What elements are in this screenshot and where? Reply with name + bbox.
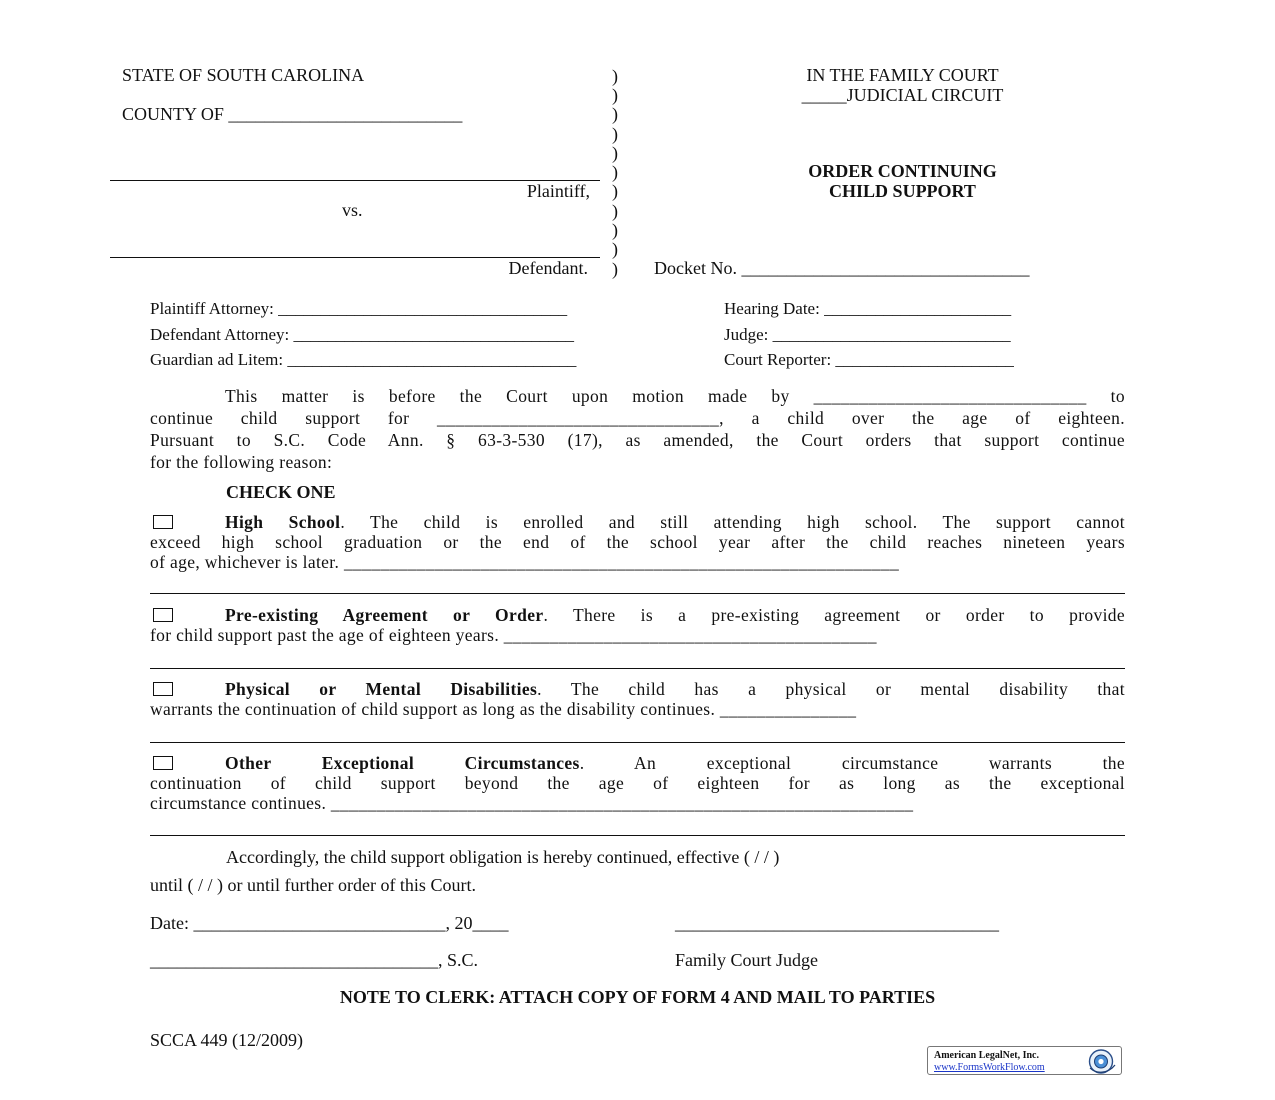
agreement-option: Pre-existing Agreement or Order. There is a pre-existing agreement or order to provide for child support past the age of eighteen years. _________________________________________ [150,605,1125,645]
date-field[interactable]: Date: ____________________________, 20____ [150,913,509,933]
logo-company: American LegalNet, Inc. [934,1050,1039,1061]
globe-icon [1084,1048,1118,1075]
forms-workflow-logo[interactable] [927,1046,1122,1075]
effective-date-field[interactable]: Accordingly, the child support obligation is hereby continued, effective ( / / ) [226,847,780,867]
defendant-attorney-field[interactable]: Defendant Attorney: _________________________________ [150,325,575,344]
disability-explanation-field[interactable]: warrants the continuation of child support as long as the disability continues. _______________ [150,699,857,719]
disability-extra-line[interactable] [150,742,1125,743]
agreement-extra-line[interactable] [150,668,1125,669]
logo-url[interactable]: www.FormsWorkFlow.com [934,1062,1045,1073]
docket-number-field[interactable]: Docket No. ________________________________ [654,258,1030,278]
court-reporter-field[interactable]: Court Reporter: _____________________ [724,350,1014,369]
high-school-explanation-field[interactable]: of age, whichever is later. _____________________________________________________________ [150,552,900,572]
hearing-date-field[interactable]: Hearing Date: ______________________ [724,299,1012,318]
vs-label: vs. [342,200,363,220]
judge-signature-line[interactable]: ____________________________________ [675,913,999,933]
agreement-explanation-field[interactable]: for child support past the age of eighteen years. _________________________________________ [150,625,877,645]
plaintiff-attorney-field[interactable]: Plaintiff Attorney: __________________________________ [150,299,568,318]
disability-title: Physical or Mental Disabilities [225,679,538,699]
intro-line-1[interactable]: This matter is before the Court upon motion made by ______________________________ to [225,386,1125,406]
defendant-label: Defendant. [508,258,588,278]
intro-line-4: for the following reason: [150,452,333,472]
high-school-extra-line[interactable] [150,593,1125,594]
intro-line-3: Pursuant to S.C. Code Ann. § 63-3-530 (17), as amended, the Court orders that support continue [150,430,1125,450]
high-school-title: High School [225,512,341,532]
place-field[interactable]: ________________________________, S.C. [150,950,479,970]
guardian-ad-litem-field[interactable]: Guardian ad Litem: __________________________________ [150,350,577,369]
county-field[interactable]: COUNTY OF __________________________ [122,104,463,124]
plaintiff-label: Plaintiff, [526,181,590,201]
order-title-line1: ORDER CONTINUING [808,161,997,181]
exceptional-title: Other Exceptional Circumstances [225,753,580,773]
disability-option: Physical or Mental Disabilities. The child has a physical or mental disability that warrants the continuation of child support as long as the disability continues. _______________ [150,679,1125,719]
agreement-title: Pre-existing Agreement or Order [225,605,544,625]
judicial-circuit-field[interactable]: _____JUDICIAL CIRCUIT [801,85,1004,105]
judge-signature-label: Family Court Judge [675,950,818,970]
until-date-field[interactable]: until ( / / ) or until further order of this Court. [150,875,476,895]
order-title-line2: CHILD SUPPORT [829,181,976,201]
judge-field[interactable]: Judge: ____________________________ [724,325,1011,344]
exceptional-explanation-field[interactable]: circumstance continues. ________________________________________________________________ [150,793,914,813]
note-to-clerk: NOTE TO CLERK: ATTACH COPY OF FORM 4 AND MAIL TO PARTIES [339,987,936,1007]
court-name: IN THE FAMILY COURT [806,65,999,85]
form-id: SCCA 449 (12/2009) [150,1030,304,1050]
high-school-option: High School. The child is enrolled and still attending high school. The support cannot exceed high school graduation or the end of the school year after the child reaches nineteen years of age, whichever is later. _____________________________________________________________ [150,512,1125,572]
exceptional-option: Other Exceptional Circumstances. An exceptional circumstance warrants the continuation of child support beyond the age of eighteen for as long as the exceptional circumstance continues. ________________________________________________________________ [150,753,1126,813]
exceptional-extra-line[interactable] [150,835,1125,836]
intro-line-2[interactable]: continue child support for _______________________________, a child over the age of eighteen. [150,408,1125,428]
state-label: STATE OF SOUTH CAROLINA [122,65,365,85]
intro-paragraph [150,385,1125,473]
check-one-heading: CHECK ONE [226,482,336,502]
